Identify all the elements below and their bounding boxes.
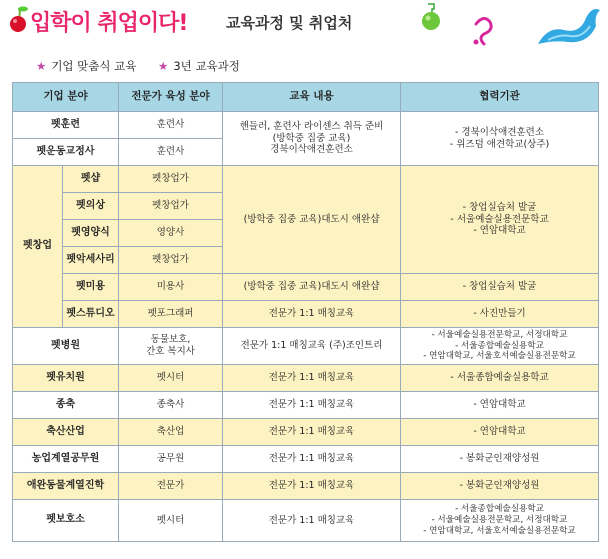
magenta-swirl-icon <box>470 14 498 50</box>
table-row <box>13 365 599 392</box>
field-cell: 펫의상 <box>63 193 119 220</box>
expert-cell: 미용사 <box>119 274 223 301</box>
column-header: 전문가 육성 분야 <box>119 83 223 112</box>
expert-cell <box>119 328 223 365</box>
content-cell: (방학중 집중 교육)대도시 애완샵 <box>223 274 401 301</box>
field-cell: 종축 <box>13 392 119 419</box>
table-row <box>13 446 599 473</box>
expert-cell: 펫창업가 <box>119 247 223 274</box>
highlight-item: 기업 맞춤식 교육 <box>51 59 137 73</box>
field-cell: 펫샵 <box>63 166 119 193</box>
field-cell: 펫영양식 <box>63 220 119 247</box>
expert-cell: 펫창업가 <box>119 166 223 193</box>
content-cell <box>223 112 401 166</box>
content-cell: (방학중 집중 교육)대도시 애완샵 <box>223 166 401 274</box>
page-header <box>0 0 608 52</box>
field-cell: 펫병원 <box>13 328 119 365</box>
field-cell: 농업계열공무원 <box>13 446 119 473</box>
expert-cell: 펫창업가 <box>119 193 223 220</box>
column-header: 협력기관 <box>401 83 599 112</box>
field-cell: 애완동물계열진학 <box>13 473 119 500</box>
table-row <box>13 473 599 500</box>
table-row <box>13 112 599 139</box>
partner-line: - 연암대학교, 서울호서예술실용전문학교 <box>423 351 576 362</box>
partner-cell: - 봉화군인재양성원 <box>401 473 599 500</box>
table-row <box>13 419 599 446</box>
partner-line: - 서울종합예술실용학교 <box>455 504 544 515</box>
table-header-row <box>13 83 599 112</box>
expert-cell: 종축사 <box>119 392 223 419</box>
partner-cell <box>401 500 599 542</box>
field-cell: 펫미용 <box>63 274 119 301</box>
content-cell: 전문가 1:1 매칭교육 <box>223 419 401 446</box>
field-cell: 펫보호소 <box>13 500 119 542</box>
table-row <box>13 166 599 193</box>
expert-line: 동물보호, <box>150 334 191 346</box>
expert-cell: 훈련사 <box>119 112 223 139</box>
content-cell: 전문가 1:1 매칭교육 <box>223 392 401 419</box>
cherry-icon <box>6 4 32 34</box>
content-cell: 전문가 1:1 매칭교육 <box>223 473 401 500</box>
page-subtitle: 교육과정 및 취업처 <box>226 14 353 32</box>
expert-cell: 공무원 <box>119 446 223 473</box>
field-cell: 펫운동교정사 <box>13 139 119 166</box>
partner-line: - 창업실습처 발굴 <box>462 201 537 213</box>
column-header: 기업 분야 <box>13 83 119 112</box>
field-cell: 펫스튜디오 <box>63 301 119 328</box>
partner-line: - 연암대학교, 서울호서예술실용전문학교 <box>423 525 576 536</box>
table-row <box>13 328 599 365</box>
partner-line: - 연암대학교 <box>473 225 526 237</box>
highlight-list <box>36 58 240 74</box>
content-cell: 전문가 1:1 매칭교육 <box>223 301 401 328</box>
table-row <box>13 392 599 419</box>
green-flask-icon <box>416 2 446 32</box>
expert-line: 간호 복지사 <box>146 346 195 357</box>
partner-cell: - 서울종합예술실용학교 <box>401 365 599 392</box>
highlight-item: 3년 교육과정 <box>173 59 240 73</box>
partner-line: - 서울종합예술실용학교 <box>455 340 544 351</box>
curriculum-table <box>12 82 599 542</box>
expert-cell: 펫시터 <box>119 365 223 392</box>
content-cell: 전문가 1:1 매칭교육 (주)조인트리 <box>223 328 401 365</box>
field-cell: 펫유치원 <box>13 365 119 392</box>
partner-line: - 서울예술실용전문학교, 서정대학교 <box>431 515 568 526</box>
partner-cell: - 창업실습처 발굴 <box>401 274 599 301</box>
partner-line: - 경북이삭애견훈련소 <box>454 126 545 138</box>
content-line: 핸들러, 훈련사 라이센스 취득 준비 <box>239 120 384 132</box>
column-header: 교육 내용 <box>223 83 401 112</box>
expert-cell: 펫시터 <box>119 500 223 542</box>
partner-cell: - 사진만들기 <box>401 301 599 328</box>
blue-wave-icon <box>534 4 604 50</box>
expert-cell: 훈련사 <box>119 139 223 166</box>
content-line: 경북이삭애견훈련소 <box>270 144 353 156</box>
expert-cell: 펫포그래퍼 <box>119 301 223 328</box>
content-cell: 전문가 1:1 매칭교육 <box>223 446 401 473</box>
content-line: (방학중 집중 교육) <box>272 132 351 144</box>
expert-cell: 영양사 <box>119 220 223 247</box>
field-cell: 펫악세사리 <box>63 247 119 274</box>
partner-cell <box>401 112 599 166</box>
field-cell: 축산산업 <box>13 419 119 446</box>
field-cell: 펫훈련 <box>13 112 119 139</box>
partner-line: - 위즈덤 애견학교(상주) <box>449 138 550 150</box>
partner-cell: - 연암대학교 <box>401 419 599 446</box>
star-icon: ★ <box>36 59 47 73</box>
partner-cell <box>401 328 599 365</box>
table-row <box>13 274 599 301</box>
expert-cell: 축산업 <box>119 419 223 446</box>
partner-cell: - 연암대학교 <box>401 392 599 419</box>
partner-line: - 서울예술실용전문학교, 서정대학교 <box>431 329 568 340</box>
partner-line: - 서울예술실용전문학교 <box>450 213 549 225</box>
group-cell: 펫창업 <box>13 166 63 328</box>
partner-cell <box>401 166 599 274</box>
partner-cell: - 봉화군인재양성원 <box>401 446 599 473</box>
table-row <box>13 500 599 542</box>
content-cell: 전문가 1:1 매칭교육 <box>223 365 401 392</box>
content-cell: 전문가 1:1 매칭교육 <box>223 500 401 542</box>
page-title: 입학이 취업이다! <box>30 11 188 36</box>
table-row <box>13 301 599 328</box>
expert-cell: 전문가 <box>119 473 223 500</box>
star-icon: ★ <box>158 59 169 73</box>
